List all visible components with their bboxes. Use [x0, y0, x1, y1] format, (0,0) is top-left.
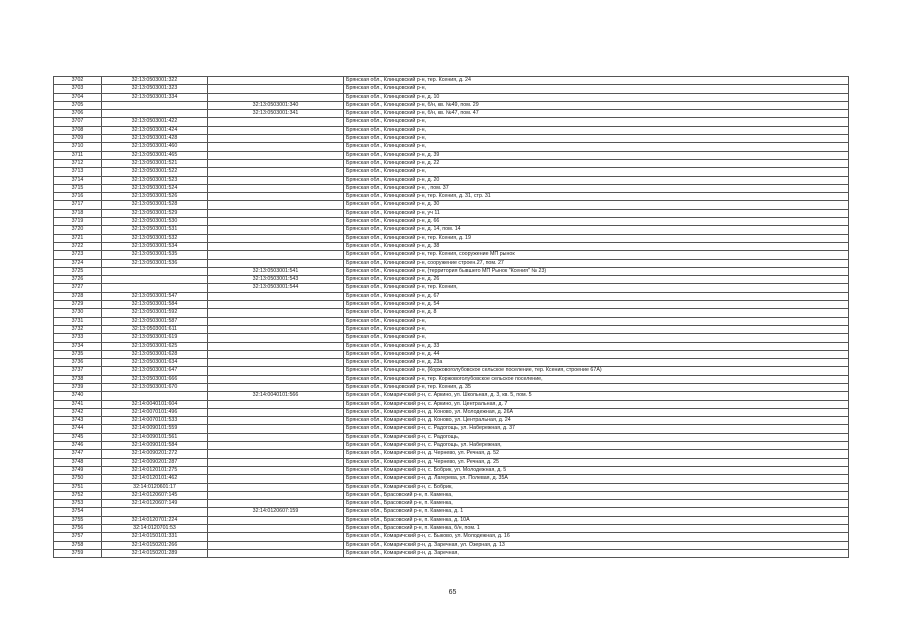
- table-row: [54, 234, 849, 242]
- address-cell: Брянская обл., Клинцовский р-н, д. 8: [344, 309, 849, 317]
- address-cell: Брянская обл., Клинцовский р-н, б/н, кв. №49, пом. 29: [344, 101, 849, 109]
- cadastral-number-cell: [102, 110, 208, 118]
- table-row: [54, 525, 849, 533]
- cadastral-number-alt-cell: [208, 234, 344, 242]
- address-cell: Брянская обл., Клинцовский р-н, д. 33: [344, 342, 849, 350]
- address-cell: Брянская обл., Клинцовский р-н, д. 26: [344, 276, 849, 284]
- cadastral-number-alt-cell: [208, 168, 344, 176]
- address-cell: Брянская обл., Комаричский р-н, д. Чернево, ул. Речная, д. 25: [344, 458, 849, 466]
- row-number-cell: 3752: [54, 491, 102, 499]
- row-number-cell: 3728: [54, 292, 102, 300]
- address-cell: Брянская обл., Клинцовский р-н, тер. Ксения, д. 19: [344, 234, 849, 242]
- cadastral-number-alt-cell: [208, 151, 344, 159]
- cadastral-number-alt-cell: [208, 450, 344, 458]
- cadastral-number-cell: 32:13:0503001:323: [102, 85, 208, 93]
- row-number-cell: 3744: [54, 425, 102, 433]
- row-number-cell: 3745: [54, 433, 102, 441]
- cadastral-number-cell: 32:13:0503001:428: [102, 135, 208, 143]
- cadastral-number-cell: 32:14:0120701:224: [102, 516, 208, 524]
- row-number-cell: 3702: [54, 77, 102, 85]
- row-number-cell: 3711: [54, 151, 102, 159]
- cadastral-number-cell: 32:14:0120701:53: [102, 525, 208, 533]
- cadastral-number-cell: 32:14:0120101:275: [102, 466, 208, 474]
- cadastral-number-alt-cell: 32:13:0503001:541: [208, 267, 344, 275]
- row-number-cell: 3740: [54, 392, 102, 400]
- row-number-cell: 3732: [54, 325, 102, 333]
- cadastral-number-cell: 32:13:0503001:534: [102, 242, 208, 250]
- cadastral-number-cell: 32:13:0503001:592: [102, 309, 208, 317]
- cadastral-number-cell: 32:13:0503001:528: [102, 201, 208, 209]
- cadastral-number-alt-cell: [208, 425, 344, 433]
- row-number-cell: 3709: [54, 135, 102, 143]
- cadastral-number-cell: 32:13:0503001:334: [102, 93, 208, 101]
- row-number-cell: 3754: [54, 508, 102, 516]
- table-row: [54, 350, 849, 358]
- address-cell: Брянская обл., Клинцовский р-н, тер. Ксения, д. 35: [344, 383, 849, 391]
- cadastral-number-cell: 32:14:0120607:149: [102, 500, 208, 508]
- address-cell: Брянская обл., Клинцовский р-н, тер. Коржовоголубовское сельское поселение,: [344, 375, 849, 383]
- table-row: [54, 491, 849, 499]
- cadastral-number-cell: 32:13:0503001:460: [102, 143, 208, 151]
- cadastral-number-alt-cell: [208, 475, 344, 483]
- cadastral-number-cell: 32:14:0090101:561: [102, 433, 208, 441]
- cadastral-number-cell: 32:14:0040101:604: [102, 400, 208, 408]
- cadastral-number-cell: 32:13:0503001:465: [102, 151, 208, 159]
- row-number-cell: 3721: [54, 234, 102, 242]
- address-cell: Брянская обл., Клинцовский р-н, д. 39: [344, 151, 849, 159]
- row-number-cell: 3723: [54, 251, 102, 259]
- address-cell: Брянская обл., Комаричский р-н, д. Заречная, ул. Озерная, д. 13: [344, 541, 849, 549]
- cadastral-number-alt-cell: [208, 325, 344, 333]
- cadastral-number-cell: 32:13:0503001:531: [102, 226, 208, 234]
- cadastral-number-alt-cell: [208, 251, 344, 259]
- row-number-cell: 3726: [54, 276, 102, 284]
- address-cell: Брянская обл., Клинцовский р-н, тер. Ксения, д. 24: [344, 77, 849, 85]
- table-row: [54, 533, 849, 541]
- address-cell: Брянская обл., Клинцовский р-н,: [344, 168, 849, 176]
- row-number-cell: 3759: [54, 549, 102, 557]
- table-row: [54, 242, 849, 250]
- row-number-cell: 3729: [54, 301, 102, 309]
- registry-table-body: [54, 77, 849, 558]
- table-row: [54, 301, 849, 309]
- cadastral-number-cell: 32:14:0090201:287: [102, 458, 208, 466]
- cadastral-number-cell: 32:13:0503001:619: [102, 334, 208, 342]
- cadastral-number-alt-cell: 32:14:0120607:159: [208, 508, 344, 516]
- address-cell: Брянская обл., Брасовский р-н, п. Каменка,: [344, 491, 849, 499]
- table-row: [54, 226, 849, 234]
- address-cell: Брянская обл., Комаричский р-н, с. Быково, ул. Молодежная, д. 16: [344, 533, 849, 541]
- table-row: [54, 251, 849, 259]
- table-row: [54, 309, 849, 317]
- cadastral-number-alt-cell: 32:13:0503001:341: [208, 110, 344, 118]
- cadastral-number-cell: 32:13:0503001:587: [102, 317, 208, 325]
- cadastral-number-alt-cell: [208, 533, 344, 541]
- address-cell: Брянская обл., Брасовский р-н, п. Каменка,: [344, 500, 849, 508]
- table-row: [54, 408, 849, 416]
- row-number-cell: 3712: [54, 159, 102, 167]
- registry-table: [53, 76, 849, 558]
- address-cell: Брянская обл., Комаричский р-н, с. Радогощь,: [344, 433, 849, 441]
- table-row: [54, 508, 849, 516]
- cadastral-number-cell: 32:14:0150201:266: [102, 541, 208, 549]
- address-cell: Брянская обл., Клинцовский р-н, уч 11: [344, 209, 849, 217]
- table-row: [54, 433, 849, 441]
- table-row: [54, 209, 849, 217]
- table-row: [54, 168, 849, 176]
- row-number-cell: 3741: [54, 400, 102, 408]
- table-row: [54, 110, 849, 118]
- row-number-cell: 3747: [54, 450, 102, 458]
- row-number-cell: 3734: [54, 342, 102, 350]
- table-row: [54, 392, 849, 400]
- row-number-cell: 3742: [54, 408, 102, 416]
- cadastral-number-alt-cell: [208, 342, 344, 350]
- cadastral-number-alt-cell: [208, 350, 344, 358]
- cadastral-number-alt-cell: [208, 500, 344, 508]
- cadastral-number-alt-cell: 32:13:0503001:340: [208, 101, 344, 109]
- row-number-cell: 3743: [54, 417, 102, 425]
- table-row: [54, 317, 849, 325]
- cadastral-number-alt-cell: [208, 242, 344, 250]
- table-row: [54, 193, 849, 201]
- table-row: [54, 500, 849, 508]
- cadastral-number-alt-cell: [208, 301, 344, 309]
- table-row: [54, 541, 849, 549]
- row-number-cell: 3714: [54, 176, 102, 184]
- row-number-cell: 3730: [54, 309, 102, 317]
- table-row: [54, 425, 849, 433]
- row-number-cell: 3736: [54, 359, 102, 367]
- cadastral-number-alt-cell: [208, 367, 344, 375]
- row-number-cell: 3715: [54, 184, 102, 192]
- cadastral-number-cell: 32:13:0503001:625: [102, 342, 208, 350]
- cadastral-number-alt-cell: [208, 317, 344, 325]
- row-number-cell: 3716: [54, 193, 102, 201]
- table-row: [54, 549, 849, 557]
- row-number-cell: 3738: [54, 375, 102, 383]
- cadastral-number-cell: 32:13:0503001:634: [102, 359, 208, 367]
- address-cell: Брянская обл., Комаричский р-н, с. Бобрик,: [344, 483, 849, 491]
- cadastral-number-cell: 32:13:0503001:424: [102, 126, 208, 134]
- cadastral-number-alt-cell: [208, 433, 344, 441]
- address-cell: Брянская обл., Комаричский р-н, д. Чернево, ул. Речная, д. 52: [344, 450, 849, 458]
- cadastral-number-alt-cell: [208, 118, 344, 126]
- address-cell: Брянская обл., Комаричский р-н, д. Заречная,: [344, 549, 849, 557]
- cadastral-number-cell: [102, 508, 208, 516]
- table-row: [54, 77, 849, 85]
- table-row: [54, 400, 849, 408]
- address-cell: Брянская обл., Клинцовский р-н,: [344, 325, 849, 333]
- cadastral-number-cell: [102, 267, 208, 275]
- cadastral-number-alt-cell: [208, 85, 344, 93]
- row-number-cell: 3718: [54, 209, 102, 217]
- row-number-cell: 3717: [54, 201, 102, 209]
- table-row: [54, 201, 849, 209]
- cadastral-number-cell: [102, 392, 208, 400]
- address-cell: Брянская обл., Клинцовский р-н,: [344, 135, 849, 143]
- table-row: [54, 458, 849, 466]
- address-cell: Брянская обл., Клинцовский р-н, (территория бывшего МП Рынок "Ксения" № 23): [344, 267, 849, 275]
- row-number-cell: 3753: [54, 500, 102, 508]
- row-number-cell: 3755: [54, 516, 102, 524]
- table-row: [54, 284, 849, 292]
- address-cell: Брянская обл., Клинцовский р-н, тер. Ксения, д. 31, стр. 31: [344, 193, 849, 201]
- address-cell: Брянская обл., Клинцовский р-н, , пом. 37: [344, 184, 849, 192]
- table-row: [54, 276, 849, 284]
- table-row: [54, 342, 849, 350]
- cadastral-number-cell: 32:14:0120607:145: [102, 491, 208, 499]
- cadastral-number-alt-cell: [208, 77, 344, 85]
- row-number-cell: 3751: [54, 483, 102, 491]
- address-cell: Брянская обл., Комаричский р-н, д. Лагерева, ул. Полевая, д. 35А: [344, 475, 849, 483]
- address-cell: Брянская обл., Клинцовский р-н, д. 44: [344, 350, 849, 358]
- address-cell: Брянская обл., Комаричский р-н, с. Радогощь, ул. Набережная, д. 37: [344, 425, 849, 433]
- cadastral-number-alt-cell: [208, 218, 344, 226]
- cadastral-number-alt-cell: [208, 417, 344, 425]
- table-row: [54, 417, 849, 425]
- address-cell: Брянская обл., Брасовский р-н, п. Каменка, д. 10А: [344, 516, 849, 524]
- address-cell: Брянская обл., Клинцовский р-н, д. 66: [344, 218, 849, 226]
- table-row: [54, 375, 849, 383]
- address-cell: Брянская обл., Клинцовский р-н,: [344, 334, 849, 342]
- address-cell: Брянская обл., Комаричский р-н, д. Коново, ул. Молодежная, д. 26А: [344, 408, 849, 416]
- cadastral-number-cell: 32:14:0120101:462: [102, 475, 208, 483]
- cadastral-number-cell: 32:13:0503001:523: [102, 176, 208, 184]
- row-number-cell: 3708: [54, 126, 102, 134]
- address-cell: Брянская обл., Клинцовский р-н,: [344, 126, 849, 134]
- cadastral-number-cell: 32:13:0503001:522: [102, 168, 208, 176]
- table-row: [54, 466, 849, 474]
- cadastral-number-alt-cell: [208, 184, 344, 192]
- cadastral-number-alt-cell: [208, 201, 344, 209]
- row-number-cell: 3748: [54, 458, 102, 466]
- cadastral-number-alt-cell: [208, 383, 344, 391]
- table-row: [54, 442, 849, 450]
- row-number-cell: 3710: [54, 143, 102, 151]
- row-number-cell: 3725: [54, 267, 102, 275]
- cadastral-number-cell: 32:13:0503001:521: [102, 159, 208, 167]
- address-cell: Брянская обл., Клинцовский р-н, д. 20: [344, 176, 849, 184]
- row-number-cell: 3707: [54, 118, 102, 126]
- cadastral-number-alt-cell: [208, 193, 344, 201]
- address-cell: Брянская обл., Комаричский р-н, д. Коново, ул. Центральная, д. 24: [344, 417, 849, 425]
- cadastral-number-cell: [102, 284, 208, 292]
- table-row: [54, 118, 849, 126]
- address-cell: Брянская обл., Клинцовский р-н, тер. Ксения, сооружение МП рынок: [344, 251, 849, 259]
- address-cell: Брянская обл., Клинцовский р-н, д. 22: [344, 159, 849, 167]
- row-number-cell: 3733: [54, 334, 102, 342]
- address-cell: Брянская обл., Клинцовский р-н, д. 10: [344, 93, 849, 101]
- address-cell: Брянская обл., Клинцовский р-н, (Коржовоголубовское сельское поселение, тер. Ксения, строение 67А): [344, 367, 849, 375]
- table-row: [54, 450, 849, 458]
- table-row: [54, 367, 849, 375]
- cadastral-number-cell: 32:13:0503001:547: [102, 292, 208, 300]
- cadastral-number-cell: 32:13:0503001:670: [102, 383, 208, 391]
- table-row: [54, 218, 849, 226]
- cadastral-number-alt-cell: 32:13:0503001:544: [208, 284, 344, 292]
- row-number-cell: 3757: [54, 533, 102, 541]
- table-row: [54, 325, 849, 333]
- row-number-cell: 3735: [54, 350, 102, 358]
- table-row: [54, 259, 849, 267]
- cadastral-number-cell: 32:13:0503001:532: [102, 234, 208, 242]
- row-number-cell: 3739: [54, 383, 102, 391]
- row-number-cell: 3713: [54, 168, 102, 176]
- cadastral-number-alt-cell: [208, 259, 344, 267]
- table-row: [54, 383, 849, 391]
- address-cell: Брянская обл., Клинцовский р-н, д. 54: [344, 301, 849, 309]
- cadastral-number-cell: 32:13:0503001:530: [102, 218, 208, 226]
- address-cell: Брянская обл., Клинцовский р-н, д. 30: [344, 201, 849, 209]
- table-row: [54, 483, 849, 491]
- cadastral-number-alt-cell: [208, 176, 344, 184]
- table-row: [54, 126, 849, 134]
- cadastral-number-alt-cell: [208, 375, 344, 383]
- row-number-cell: 3720: [54, 226, 102, 234]
- address-cell: Брянская обл., Клинцовский р-н,: [344, 143, 849, 151]
- cadastral-number-cell: 32:13:0503001:628: [102, 350, 208, 358]
- cadastral-number-alt-cell: [208, 159, 344, 167]
- cadastral-number-alt-cell: [208, 442, 344, 450]
- address-cell: Брянская обл., Клинцовский р-н, д. 14, пом. 14: [344, 226, 849, 234]
- table-row: [54, 267, 849, 275]
- cadastral-number-cell: 32:13:0503001:529: [102, 209, 208, 217]
- row-number-cell: 3706: [54, 110, 102, 118]
- address-cell: Брянская обл., Клинцовский р-н, сооружение строен.27, пом. 27: [344, 259, 849, 267]
- cadastral-number-alt-cell: [208, 226, 344, 234]
- table-row: [54, 85, 849, 93]
- cadastral-number-cell: [102, 276, 208, 284]
- row-number-cell: 3704: [54, 93, 102, 101]
- cadastral-number-alt-cell: [208, 93, 344, 101]
- address-cell: Брянская обл., Комаричский р-н, с. Аркино, ул. Школьная, д. 3, кв. 5, пом. 5: [344, 392, 849, 400]
- cadastral-number-alt-cell: [208, 126, 344, 134]
- row-number-cell: 3758: [54, 541, 102, 549]
- cadastral-number-cell: 32:13:0503001:526: [102, 193, 208, 201]
- cadastral-number-cell: 32:14:0150101:331: [102, 533, 208, 541]
- address-cell: Брянская обл., Комаричский р-н, с. Радогощь, ул. Набережная,: [344, 442, 849, 450]
- table-row: [54, 135, 849, 143]
- address-cell: Брянская обл., Клинцовский р-н, д. 67: [344, 292, 849, 300]
- cadastral-number-alt-cell: [208, 458, 344, 466]
- row-number-cell: 3724: [54, 259, 102, 267]
- row-number-cell: 3737: [54, 367, 102, 375]
- cadastral-number-alt-cell: [208, 135, 344, 143]
- cadastral-number-alt-cell: [208, 525, 344, 533]
- address-cell: Брянская обл., Брасовский р-н, п. Каменка, б/н, пом. 1: [344, 525, 849, 533]
- table-row: [54, 93, 849, 101]
- table-row: [54, 176, 849, 184]
- address-cell: Брянская обл., Клинцовский р-н,: [344, 85, 849, 93]
- table-row: [54, 101, 849, 109]
- cadastral-number-alt-cell: [208, 309, 344, 317]
- cadastral-number-cell: 32:13:0503001:536: [102, 259, 208, 267]
- table-row: [54, 359, 849, 367]
- row-number-cell: 3749: [54, 466, 102, 474]
- cadastral-number-alt-cell: [208, 209, 344, 217]
- cadastral-number-cell: 32:13:0503001:322: [102, 77, 208, 85]
- cadastral-number-cell: 32:14:0090101:584: [102, 442, 208, 450]
- row-number-cell: 3746: [54, 442, 102, 450]
- cadastral-number-alt-cell: [208, 491, 344, 499]
- address-cell: Брянская обл., Брасовский р-н, п. Каменка, д. 1: [344, 508, 849, 516]
- cadastral-number-alt-cell: [208, 408, 344, 416]
- table-row: [54, 143, 849, 151]
- table-row: [54, 516, 849, 524]
- table-row: [54, 334, 849, 342]
- table-row: [54, 475, 849, 483]
- row-number-cell: 3756: [54, 525, 102, 533]
- cadastral-number-cell: 32:13:0503001:584: [102, 301, 208, 309]
- cadastral-number-alt-cell: [208, 541, 344, 549]
- cadastral-number-alt-cell: [208, 466, 344, 474]
- cadastral-number-cell: 32:14:0120601:17: [102, 483, 208, 491]
- address-cell: Брянская обл., Клинцовский р-н,: [344, 317, 849, 325]
- cadastral-number-cell: 32:13:0503001:524: [102, 184, 208, 192]
- table-row: [54, 159, 849, 167]
- address-cell: Брянская обл., Клинцовский р-н, б/н, кв. №47, пом. 47: [344, 110, 849, 118]
- address-cell: Брянская обл., Клинцовский р-н, д. 38: [344, 242, 849, 250]
- cadastral-number-cell: [102, 101, 208, 109]
- cadastral-number-cell: 32:13:0503001:666: [102, 375, 208, 383]
- cadastral-number-alt-cell: 32:13:0503001:543: [208, 276, 344, 284]
- cadastral-number-cell: 32:14:0150201:289: [102, 549, 208, 557]
- row-number-cell: 3750: [54, 475, 102, 483]
- cadastral-number-alt-cell: [208, 334, 344, 342]
- cadastral-number-cell: 32:14:0090201:272: [102, 450, 208, 458]
- row-number-cell: 3722: [54, 242, 102, 250]
- cadastral-number-alt-cell: 32:14:0040101:566: [208, 392, 344, 400]
- cadastral-number-cell: 32:13:0503001:535: [102, 251, 208, 259]
- cadastral-number-alt-cell: [208, 483, 344, 491]
- table-row: [54, 184, 849, 192]
- address-cell: Брянская обл., Клинцовский р-н,: [344, 118, 849, 126]
- cadastral-number-alt-cell: [208, 359, 344, 367]
- table-row: [54, 292, 849, 300]
- cadastral-number-alt-cell: [208, 143, 344, 151]
- page-number: 65: [448, 589, 457, 596]
- address-cell: Брянская обл., Комаричский р-н, с. Бобрик, ул. Молодежная, д. 5: [344, 466, 849, 474]
- row-number-cell: 3719: [54, 218, 102, 226]
- cadastral-number-alt-cell: [208, 549, 344, 557]
- row-number-cell: 3731: [54, 317, 102, 325]
- cadastral-number-alt-cell: [208, 292, 344, 300]
- cadastral-number-alt-cell: [208, 400, 344, 408]
- cadastral-number-cell: 32:13:0503001:611: [102, 325, 208, 333]
- cadastral-number-cell: 32:14:0090101:559: [102, 425, 208, 433]
- cadastral-number-cell: 32:13:0503001:647: [102, 367, 208, 375]
- address-cell: Брянская обл., Клинцовский р-н, тер. Ксения,: [344, 284, 849, 292]
- row-number-cell: 3727: [54, 284, 102, 292]
- cadastral-number-cell: 32:14:0070101:496: [102, 408, 208, 416]
- address-cell: Брянская обл., Комаричский р-н, с. Аркино, ул. Центральная, д. 7: [344, 400, 849, 408]
- row-number-cell: 3705: [54, 101, 102, 109]
- cadastral-number-cell: 32:14:0070101:533: [102, 417, 208, 425]
- cadastral-number-cell: 32:13:0503001:422: [102, 118, 208, 126]
- cadastral-number-alt-cell: [208, 516, 344, 524]
- address-cell: Брянская обл., Клинцовский р-н, д. 23а: [344, 359, 849, 367]
- table-row: [54, 151, 849, 159]
- row-number-cell: 3703: [54, 85, 102, 93]
